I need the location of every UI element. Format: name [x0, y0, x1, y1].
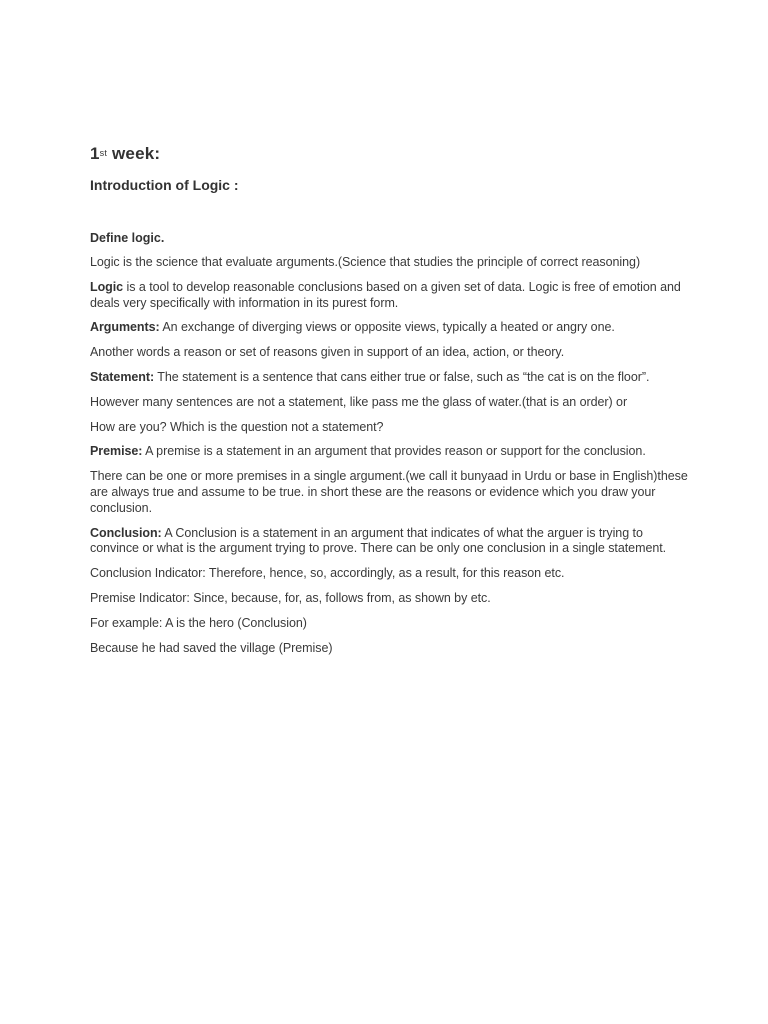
- arguments-term: Arguments:: [90, 320, 160, 335]
- premises-count-paragraph: There can be one or more premises in a single argument.(we call it bunyaad in Urdu or base in English)these are always true and assume to be true. in short these are the reasons or evidence which you draw your conclusion.: [90, 469, 688, 515]
- define-logic-heading: Define logic.: [90, 231, 165, 245]
- statement-text: The statement is a sentence that cans either true or false, such as “the cat is on the floor”.: [154, 369, 650, 384]
- premise-paragraph: [90, 444, 690, 460]
- question-paragraph: How are you? Which is the question not a statement?: [90, 419, 384, 434]
- statement-paragraph: [90, 370, 690, 386]
- week-heading: [90, 142, 690, 166]
- example-conclusion-paragraph: For example: A is the hero (Conclusion): [90, 615, 307, 630]
- week-number: 1: [90, 144, 100, 163]
- week-ordinal-suffix: st: [99, 148, 108, 158]
- logic-tool-text: is a tool to develop reasonable conclusions based on a given set of data. Logic is free of emotion and deals very specifically with information in its purest form.: [90, 279, 681, 310]
- conclusion-text: A Conclusion is a statement in an argument that indicates of what the arguer is trying to convince or what is the argument trying to prove. There can be only one conclusion in a single statement.: [90, 525, 667, 556]
- logic-science-paragraph: Logic is the science that evaluate arguments.(Science that studies the principle of correct reasoning): [90, 255, 641, 269]
- not-statement-paragraph: However many sentences are not a statement, like pass me the glass of water.(that is an order) or: [90, 394, 628, 409]
- week-word: week:: [107, 144, 161, 163]
- statement-term: Statement:: [90, 369, 155, 384]
- document-body: [90, 142, 690, 656]
- premise-text: A premise is a statement in an argument that provides reason or support for the conclusion.: [142, 444, 646, 459]
- logic-tool-paragraph: [90, 280, 690, 312]
- conclusion-term: Conclusion:: [90, 525, 162, 540]
- conclusion-paragraph: [90, 526, 690, 558]
- another-words-paragraph: Another words a reason or set of reasons given in support of an idea, action, or theory.: [90, 345, 565, 360]
- logic-term: Logic: [90, 279, 124, 294]
- example-premise-paragraph: Because he had saved the village (Premise): [90, 640, 333, 655]
- premise-term: Premise:: [90, 444, 143, 459]
- arguments-paragraph: [90, 320, 690, 336]
- intro-heading: Introduction of Logic :: [90, 177, 239, 193]
- arguments-text: An exchange of diverging views or opposite views, typically a heated or angry one.: [159, 320, 615, 335]
- premise-indicator-paragraph: Premise Indicator: Since, because, for, as, follows from, as shown by etc.: [90, 590, 491, 605]
- conclusion-indicator-paragraph: Conclusion Indicator: Therefore, hence, so, accordingly, as a result, for this reason etc.: [90, 566, 565, 581]
